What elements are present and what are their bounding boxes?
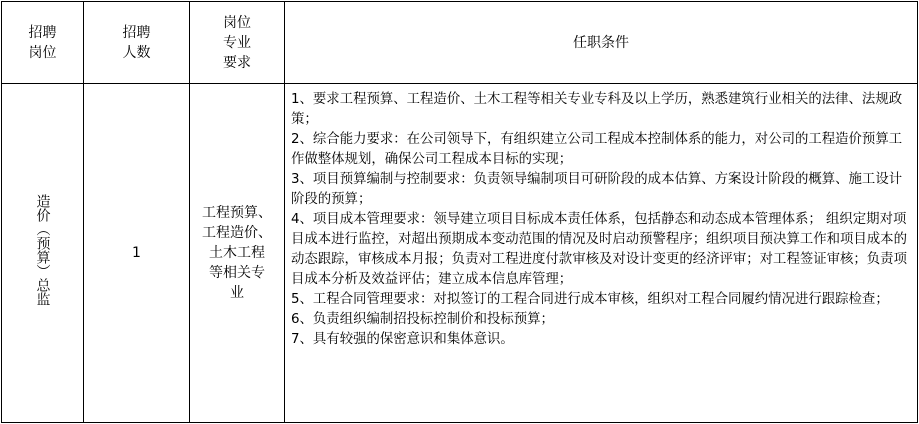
- recruitment-table: [1, 1, 918, 423]
- header-requirements-label: 任职条件: [573, 34, 629, 51]
- cell-position: [2, 84, 84, 423]
- cell-major: [190, 84, 285, 423]
- header-position-line: 岗位: [28, 44, 57, 61]
- header-major-line: 岗位: [223, 14, 251, 31]
- header-requirements: [285, 2, 918, 84]
- header-position: [2, 2, 84, 84]
- major-line: 工程预算、: [202, 205, 272, 221]
- header-major: [190, 2, 285, 84]
- major-line: 业: [230, 285, 244, 301]
- header-row: [2, 2, 918, 84]
- header-major-line: 要求: [223, 54, 251, 71]
- cell-count: [84, 84, 190, 423]
- requirement-item: 6、负责组织编制招投标控制价和投标预算；: [291, 312, 554, 327]
- major-line: 等相关专: [209, 265, 265, 281]
- cell-requirements: [285, 84, 918, 423]
- header-position-line: 招聘: [28, 24, 57, 41]
- major-line: 土木工程: [209, 245, 265, 261]
- major-line: 工程造价、: [202, 225, 272, 241]
- job-row: [2, 84, 918, 423]
- requirement-item: 1、要求工程预算、工程造价、土木工程等相关专业专科及以上学历，熟悉建筑行业相关的法律、法规政策；: [291, 92, 903, 127]
- header-count: [84, 2, 190, 84]
- requirement-item: 5、工程合同管理要求：对拟签订的工程合同进行成本审核，组织对工程合同履约情况进行跟踪检查；: [291, 292, 889, 307]
- headcount-value: 1: [132, 245, 141, 261]
- requirement-item: 4、项目成本管理要求：领导建立项目目标成本责任体系，包括静态和动态成本管理体系； 组织定期对项目成本进行监控，对超出预期成本变动范围的情况及时启动预警程序；组织项目预决算工作和项目成本的动态跟踪，审核成本月报；负责对工程进度付款审核及对设计变更的经济评审；对工程签证审核；负责项目成本分析及效益评估；建立成本信息库管理；: [291, 212, 907, 287]
- requirement-item: 3、项目预算编制与控制要求：负责领导编制项目可研阶段的成本估算、方案设计阶段的概算、施工设计阶段的预算；: [291, 172, 903, 207]
- requirement-item: 7、具有较强的保密意识和集体意识。: [291, 332, 514, 347]
- header-major-line: 专业: [223, 34, 251, 51]
- header-count-line: 招聘: [122, 24, 151, 41]
- header-count-line: 人数: [122, 44, 151, 61]
- requirement-item: 2、综合能力要求：在公司领导下，有组织建立公司工程成本控制体系的能力，对公司的工程造价预算工作做整体规划，确保公司工程成本目标的实现；: [291, 132, 903, 167]
- position-title: 造价（预算）总监: [34, 194, 51, 306]
